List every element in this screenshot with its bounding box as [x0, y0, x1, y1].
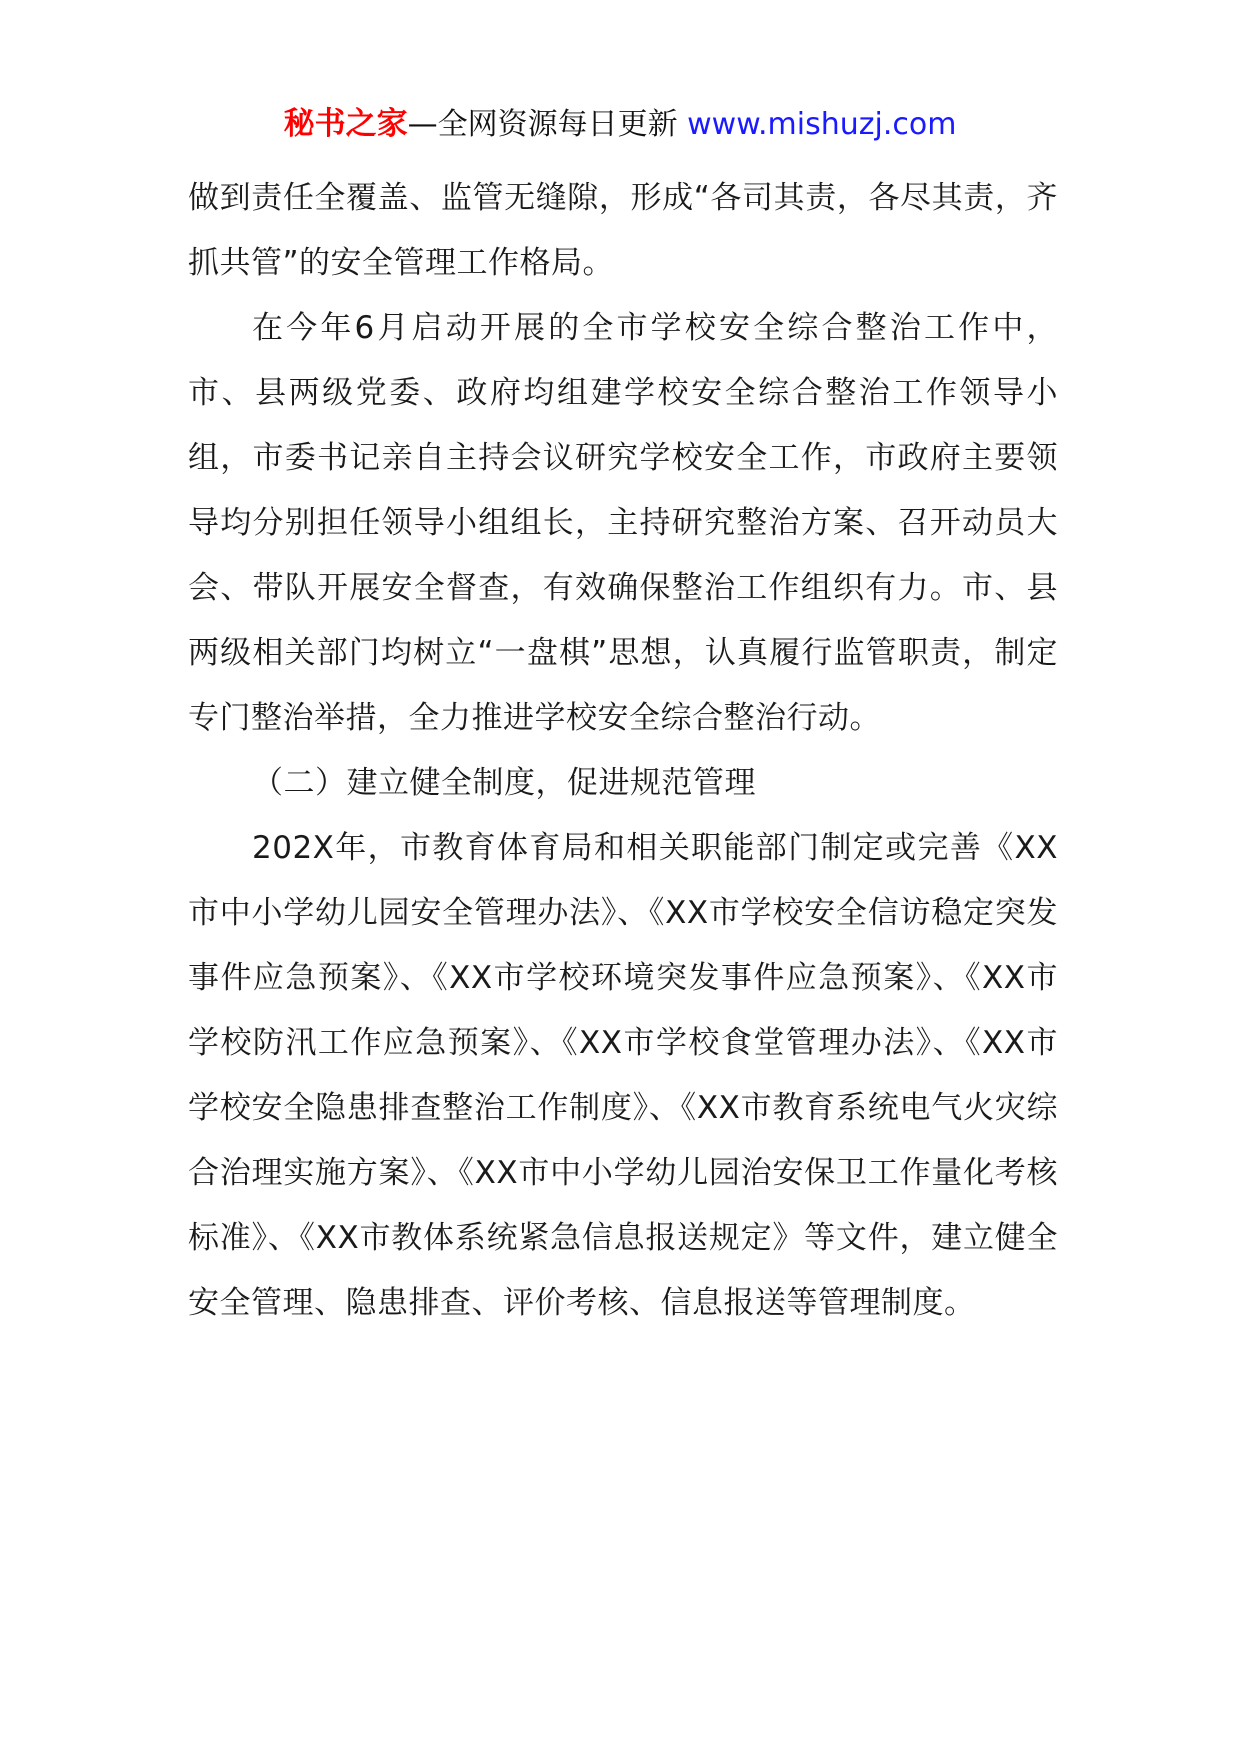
page-header — [0, 102, 1240, 147]
site-url-link[interactable]: www.mishuzj.com — [687, 107, 957, 142]
brand-name: 秘书之家 — [283, 106, 408, 142]
section-heading: （二）建立健全制度，促进规范管理 — [252, 765, 756, 801]
paragraph-regulations: 202X年，市教育体育局和相关职能部门制定或完善《XX市中小学幼儿园安全管理办法》、《XX市学校安全信访稳定突发事件应急预案》、《XX市学校环境突发事件应急预案》、《XX市学校防汛工作应急预案》、《XX市学校食堂管理办法》、《XX市学校安全隐患排查整治工作制度》、《XX市教育系统电气火灾综合治理实施方案》、《XX市中小学幼儿园治安保卫工作量化考核标准》、《XX市教体系统紧急信息报送规定》等文件，建立健全安全管理、隐患排查、评价考核、信息报送等管理制度。 — [188, 830, 1058, 1321]
document-body — [188, 166, 1058, 1336]
header-tagline: —全网资源每日更新 — [407, 107, 678, 142]
paragraph-continuation: 做到责任全覆盖、监管无缝隙，形成“各司其责，各尽其责，齐抓共管”的安全管理工作格局。 — [188, 180, 1058, 281]
paragraph-rectification-work: 在今年6月启动开展的全市学校安全综合整治工作中，市、县两级党委、政府均组建学校安全综合整治工作领导小组，市委书记亲自主持会议研究学校安全工作，市政府主要领导均分别担任领导小组组长，主持研究整治方案、召开动员大会、带队开展安全督查，有效确保整治工作组织有力。市、县两级相关部门均树立“一盘棋”思想，认真履行监管职责，制定专门整治举措，全力推进学校安全综合整治行动。 — [188, 310, 1058, 736]
